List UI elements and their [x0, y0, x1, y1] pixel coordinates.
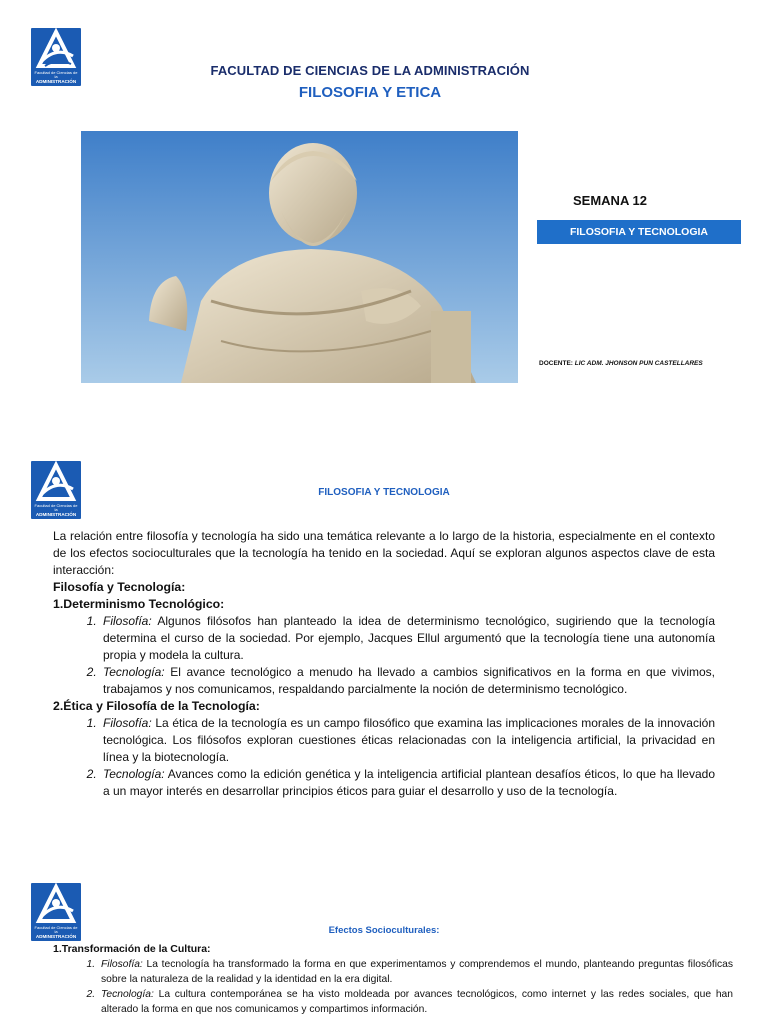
item-label: Filosofía:	[101, 959, 143, 970]
section-1-title: 1.Determinismo Tecnológico:	[53, 597, 225, 611]
section-2-title: 2.Ética y Filosofía de la Tecnología:	[53, 699, 260, 713]
instructor-line	[539, 360, 703, 367]
slide3-body	[53, 942, 733, 1017]
faculty-title: FACULTAD DE CIENCIAS DE LA ADMINISTRACIÓN	[210, 63, 530, 78]
logo-text-line1: Facultad de Ciencias de la	[34, 502, 78, 512]
heading: Filosofía y Tecnología:	[53, 580, 186, 594]
slide3-list	[53, 957, 733, 1017]
logo-text-line2: ADMINISTRACIÓN	[35, 78, 77, 84]
logo-text-line1: Facultad de Ciencias de la	[34, 924, 78, 934]
section-2-list	[53, 715, 715, 800]
week-label: SEMANA 12	[573, 193, 647, 208]
section-1-list	[53, 613, 715, 698]
logo-text-line2: ADMINISTRACIÓN	[35, 933, 77, 939]
logo-text-line2: ADMINISTRACIÓN	[35, 511, 77, 517]
item-text: La ética de la tecnología es un campo filosófico que examina las implicaciones morales de la innovación tecnológica. Los filósofos exploran cuestiones éticas relacionadas con la inteligencia artificial, la privacidad en línea y la biotecnología.	[103, 716, 715, 764]
item-label: Tecnología:	[101, 989, 154, 1000]
item-label: Tecnología:	[103, 665, 165, 679]
list-item	[98, 987, 733, 1017]
slide3-section-title: 1.Transformación de la Cultura:	[53, 943, 211, 955]
list-item	[98, 957, 733, 987]
list-item	[100, 715, 715, 766]
item-label: Filosofía:	[103, 614, 152, 628]
item-text: La cultura contemporánea se ha visto moldeada por avances tecnológicos, como internet y las redes sociales, que han alterado la forma en que nos comunicamos y compartimos información.	[101, 989, 733, 1015]
item-label: Filosofía:	[103, 716, 152, 730]
instructor-name: LIC ADM. JHONSON PUN CASTELLARES	[574, 360, 703, 367]
item-text: Avances como la edición genética y la inteligencia artificial plantean desafíos éticos, lo que ha llevado a un mayor interés en desarrollar principios éticos para guiar el desarrollo y uso de la tecnología.	[103, 767, 715, 798]
slide3-title: Efectos Socioculturales:	[328, 925, 440, 936]
list-item	[100, 613, 715, 664]
item-text: La tecnología ha transformado la forma en que experimentamos y comprendemos el mundo, planteando preguntas filosóficas sobre la naturaleza de la realidad y la identidad en la era digital.	[101, 959, 733, 985]
section-title: FILOSOFIA Y TECNOLOGIA	[318, 487, 450, 498]
item-text: El avance tecnológico a menudo ha llevado a cambios significativos en la forma en que vivimos, trabajamos y nos comunicamos, respaldando parcialmente la noción de determinismo tecnológico.	[103, 665, 715, 696]
course-title: FILOSOFIA Y ETICA	[298, 84, 442, 101]
logo-text-line1: Facultad de Ciencias de la	[34, 69, 78, 79]
slide2-body	[53, 528, 715, 800]
topic-banner: FILOSOFIA Y TECNOLOGIA	[537, 220, 741, 244]
plato-statue-image	[81, 131, 518, 383]
list-item	[100, 664, 715, 698]
item-label: Tecnología:	[103, 767, 165, 781]
logo-emblem-icon	[31, 461, 81, 505]
instructor-label: DOCENTE:	[539, 360, 573, 367]
intro-paragraph: La relación entre filosofía y tecnología ha sido una temática relevante a lo largo de la historia, especialmente en el contexto de los efectos socioculturales que la tecnología ha tenido en la sociedad. Aquí se exploran algunos aspectos clave de esta interacción:	[53, 529, 715, 577]
logo-emblem-icon	[31, 883, 81, 927]
item-text: Algunos filósofos han planteado la idea de determinismo tecnológico, sugiriendo que la tecnología determina el curso de la sociedad. Por ejemplo, Jacques Ellul argumentó que la tecnología tiene una autonomía propia y modela la cultura.	[103, 614, 715, 662]
list-item	[100, 766, 715, 800]
